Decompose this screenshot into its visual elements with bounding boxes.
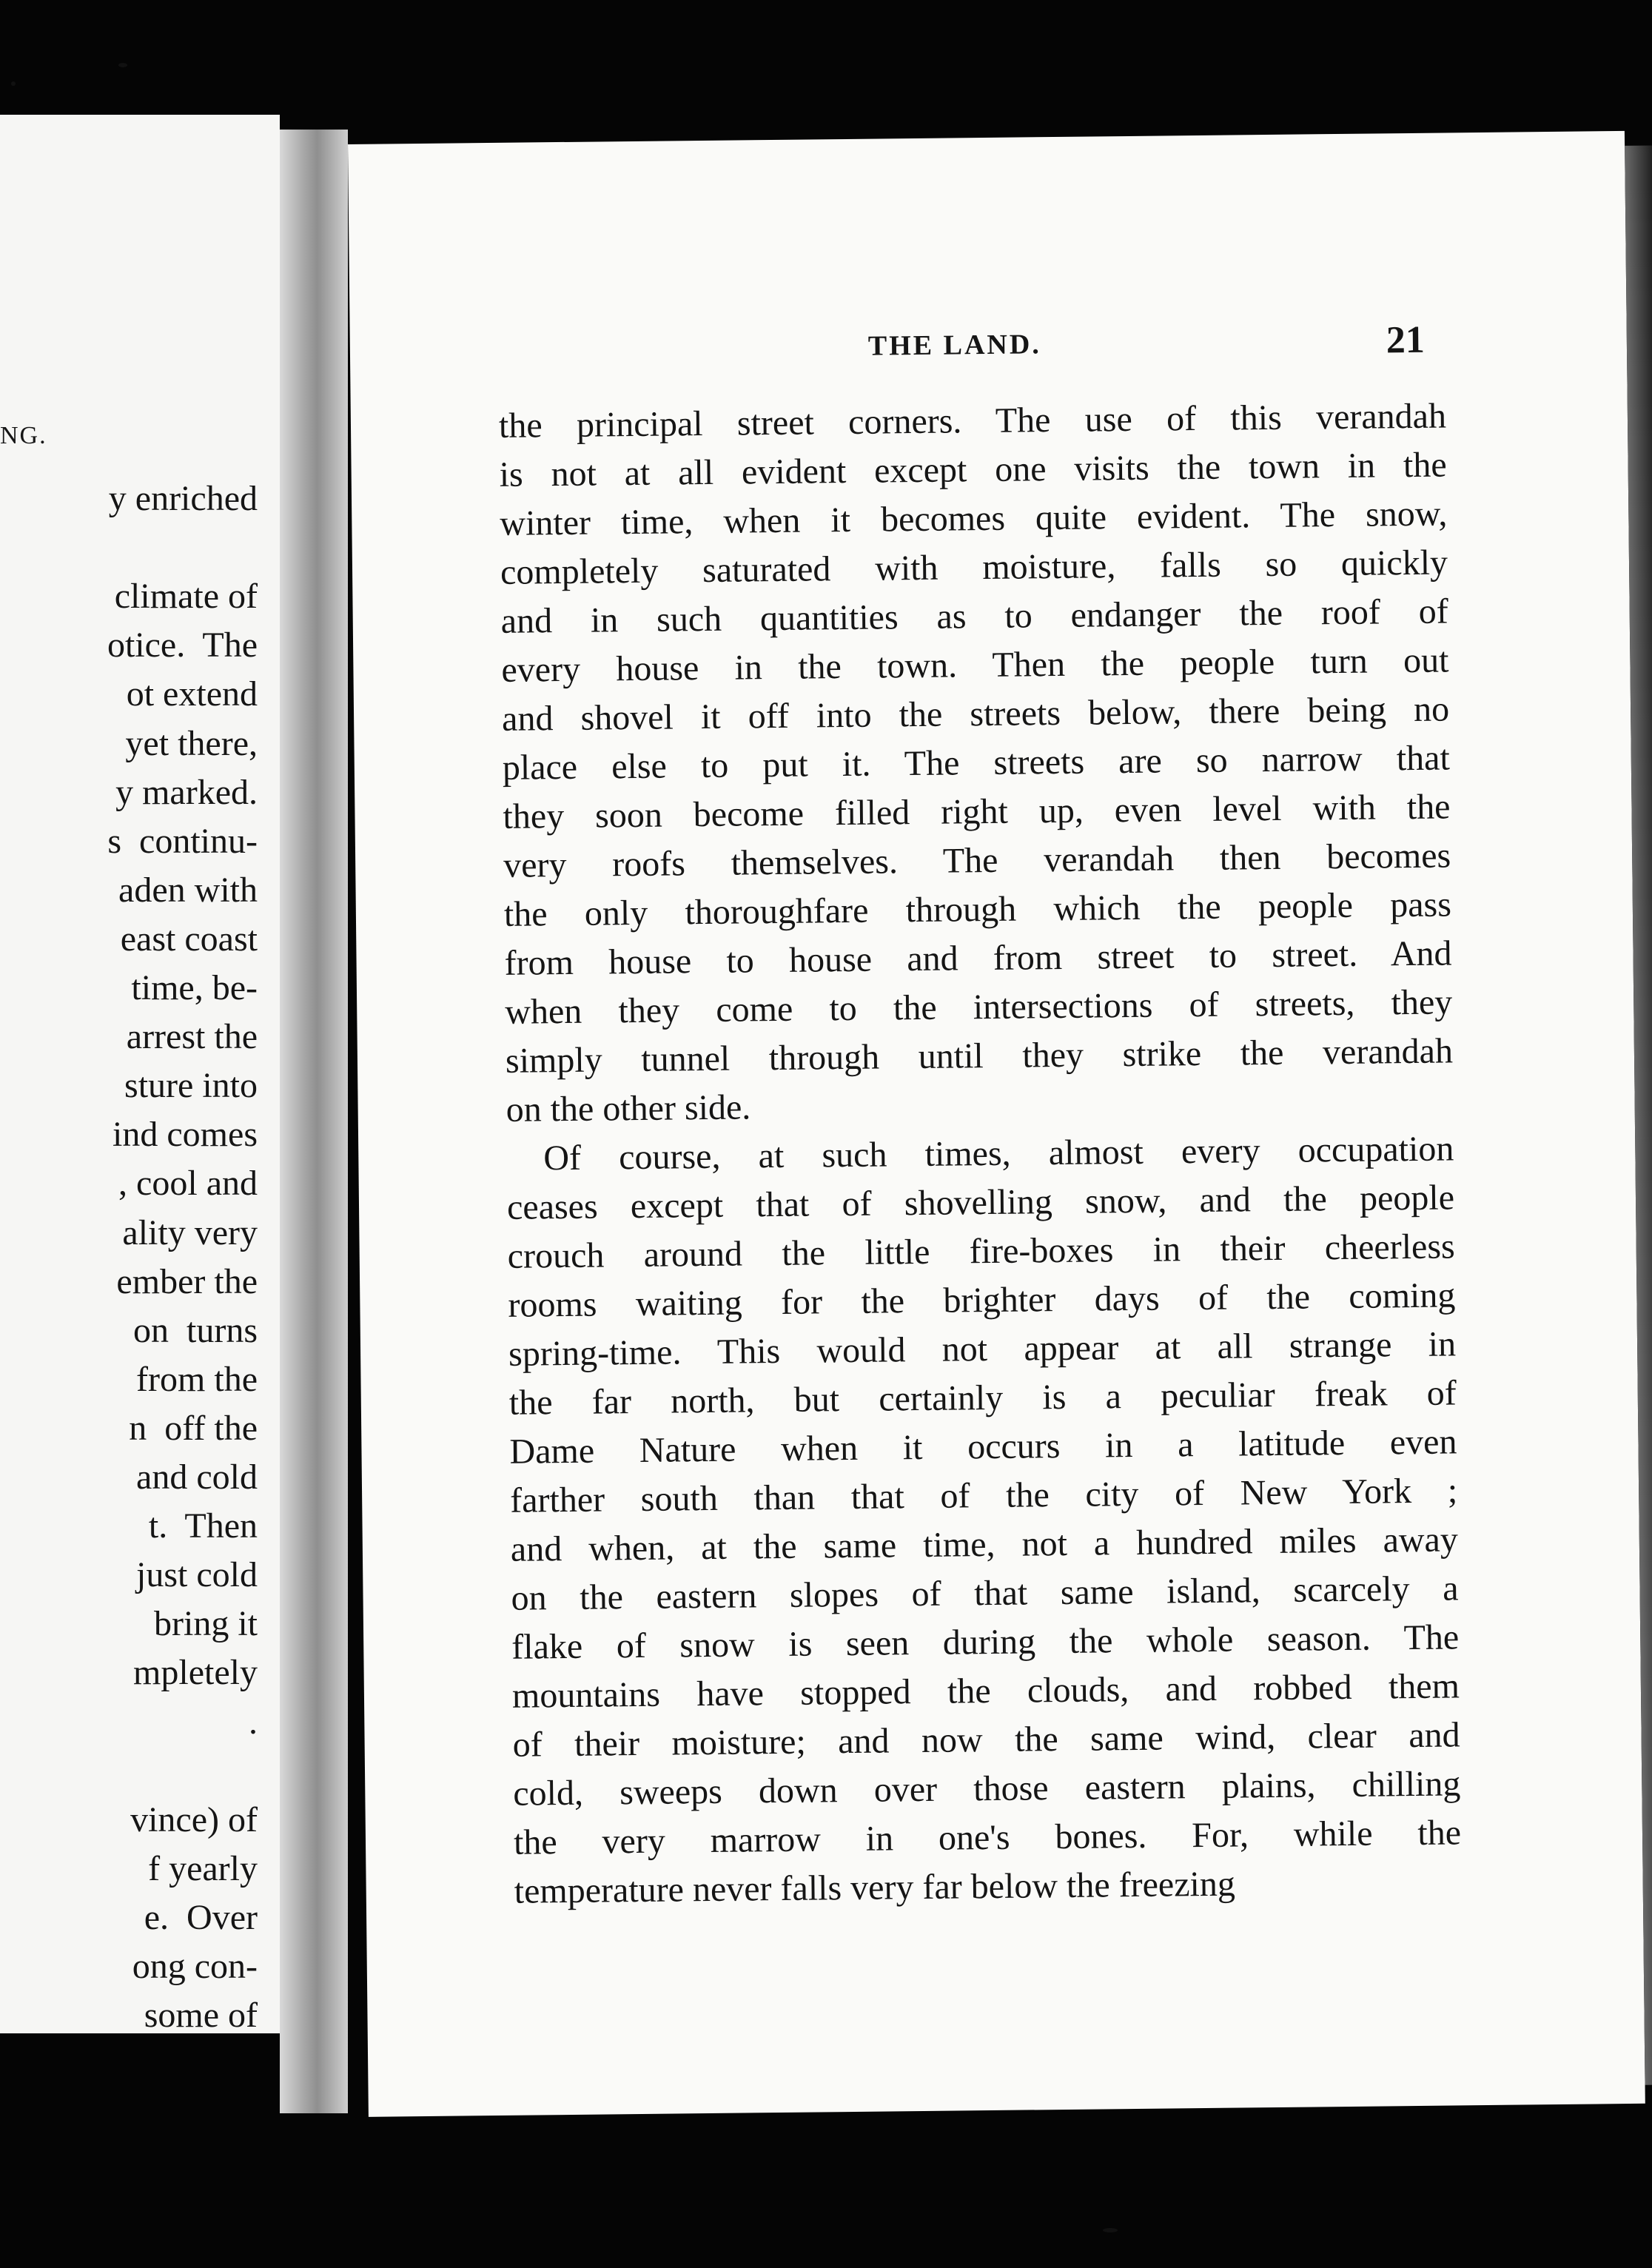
left-page-line: y enriched	[108, 479, 258, 518]
left-page-line: ember the	[116, 1261, 258, 1301]
text-line: on the eastern slopes of that same island, scarcely a	[511, 1569, 1459, 1618]
text-line: mountains have stopped the clouds, and robbed them	[511, 1666, 1460, 1716]
body-text	[499, 392, 1462, 1916]
left-page-line: time, be-	[131, 968, 258, 1007]
text-line: rooms waiting for the brighter days of the coming	[508, 1275, 1456, 1325]
right-page	[348, 131, 1645, 2117]
text-line: flake of snow is seen during the whole season. The	[511, 1617, 1460, 1667]
running-head: THE LAND.	[867, 329, 1042, 362]
left-page-line: ong con-	[132, 1947, 258, 1986]
text-line: completely saturated with moisture, falls so quickly	[500, 543, 1448, 592]
text-line: spring-time. This would not appear at all strange in	[508, 1324, 1457, 1374]
left-page-line: from the	[136, 1359, 258, 1399]
left-page-line: just cold	[136, 1555, 258, 1595]
text-line: on the other side.	[506, 1087, 751, 1130]
book-gutter	[280, 130, 348, 2113]
left-page-line: on turns	[133, 1310, 258, 1350]
left-page-line: climate of	[114, 577, 258, 617]
text-line: of their moisture; and now the same wind, clear and	[512, 1715, 1460, 1765]
left-page-header: NG.	[0, 422, 47, 449]
left-page-line: .	[249, 1702, 258, 1742]
text-line: farther south than that of the city of New York ;	[509, 1471, 1458, 1520]
text-line: from house to house and from street to street. And	[504, 933, 1452, 983]
left-page-line: y marked.	[115, 772, 258, 812]
text-line: and shovel it off into the streets below, there being no	[501, 689, 1450, 739]
left-page-line: ind comes	[113, 1115, 258, 1155]
left-page-line: , cool and	[118, 1164, 258, 1204]
left-page-line: bring it	[154, 1604, 258, 1644]
text-line: and in such quantities as to endanger the roof of	[500, 591, 1448, 641]
text-line: the only thoroughfare through which the people pass	[503, 885, 1452, 934]
text-line: ceases except that of shovelling snow, and the people	[506, 1178, 1455, 1227]
text-line: Of course, at such times, almost every occupation	[543, 1129, 1454, 1178]
left-page-line: ality very	[122, 1212, 258, 1252]
text-line: the principal street corners. The use of this verandah	[498, 396, 1447, 446]
left-page-line: arrest the	[126, 1017, 258, 1057]
left-page-line: t. Then	[148, 1506, 258, 1546]
scan-speck	[1103, 2228, 1118, 2232]
scan-speck	[11, 81, 16, 86]
left-page-line: s continu-	[107, 821, 258, 861]
text-line: very roofs themselves. The verandah then becomes	[503, 836, 1451, 885]
text-line: and when, at the same time, not a hundred miles away	[510, 1520, 1459, 1569]
text-line: temperature never falls very far below the freezing	[514, 1864, 1236, 1911]
text-line: is not at all evident except one visits the town in the	[499, 445, 1447, 494]
left-page	[0, 115, 280, 2033]
paragraph-2	[506, 1124, 1462, 1916]
text-line: crouch around the little fire-boxes in their cheerless	[507, 1227, 1455, 1276]
left-page-line: some of	[144, 1996, 258, 2033]
left-page-line: mpletely	[133, 1653, 258, 1693]
left-page-line: sture into	[124, 1066, 258, 1106]
text-line: the far north, but certainly is a peculiar freak of	[508, 1373, 1457, 1423]
left-page-line: f yearly	[148, 1848, 258, 1888]
text-line: when they come to the intersections of streets, they	[505, 982, 1453, 1032]
left-page-line: yet there,	[125, 723, 258, 763]
left-page-line: vince) of	[130, 1799, 258, 1839]
text-line: Dame Nature when it occurs in a latitude even	[509, 1422, 1457, 1472]
left-page-line: ot extend	[126, 674, 258, 714]
left-page-line: e. Over	[144, 1897, 258, 1937]
left-page-line: n off the	[129, 1408, 258, 1448]
left-page-line: east coast	[120, 919, 258, 959]
text-line: winter time, when it becomes quite evident. The snow,	[500, 494, 1448, 543]
text-line: cold, sweeps down over those eastern plains, chilling	[513, 1764, 1461, 1814]
left-page-line: and cold	[136, 1457, 258, 1497]
text-line: every house in the town. Then the people turn out	[501, 640, 1449, 690]
text-line: place else to put it. The streets are so narrow that	[502, 738, 1451, 788]
text-line: they soon become filled right up, even level with the	[503, 787, 1451, 836]
paragraph-1	[499, 392, 1454, 1134]
scan-speck	[118, 63, 127, 67]
left-page-line: aden with	[118, 870, 258, 910]
left-page-line: otice. The	[107, 625, 258, 665]
page-number: 21	[1386, 318, 1426, 362]
text-line: the very marrow in one's bones. For, while the	[513, 1813, 1462, 1862]
text-line: simply tunnel through until they strike the verandah	[505, 1031, 1454, 1081]
